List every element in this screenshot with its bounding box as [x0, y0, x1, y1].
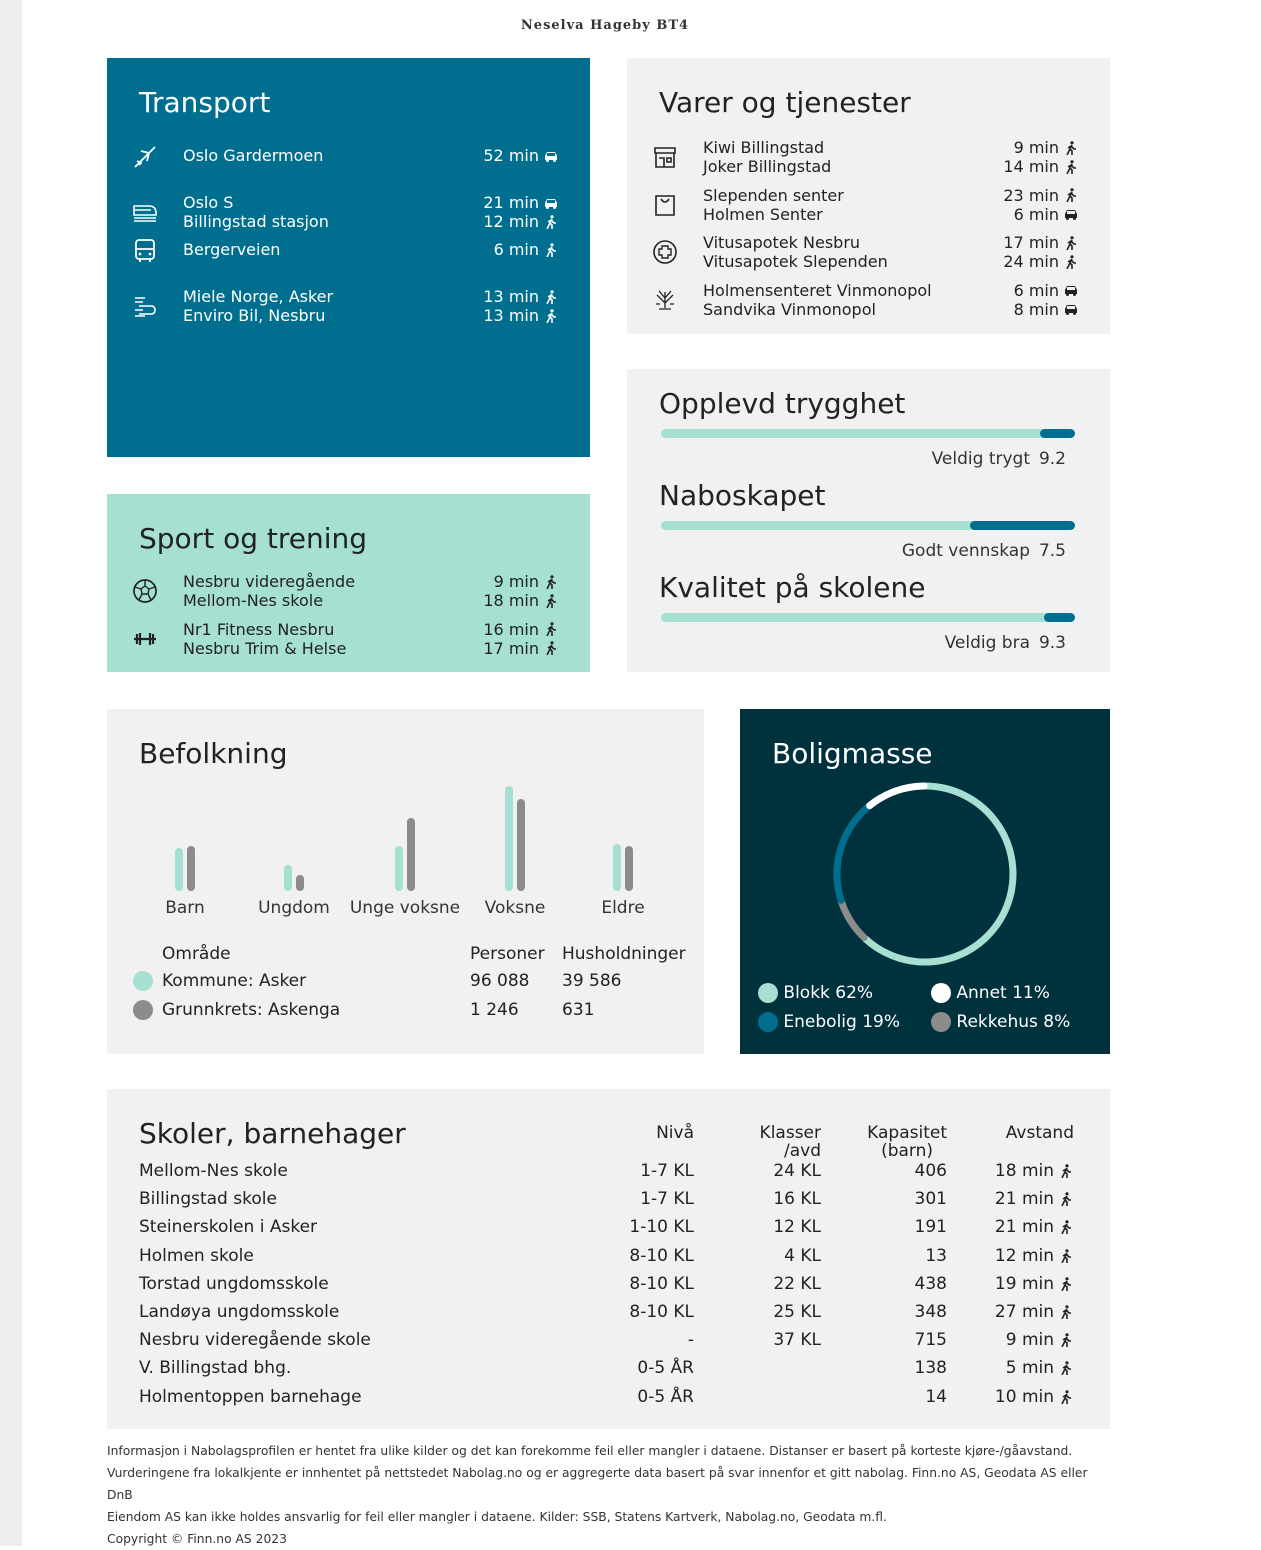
befolkning-title: Befolkning	[139, 737, 288, 770]
poi-row	[651, 186, 1079, 226]
category-label: Unge voksne	[349, 898, 461, 918]
time-value: 52 min	[483, 146, 539, 165]
poi-name: Nr1 Fitness Nesbru	[183, 619, 335, 639]
car-icon	[543, 149, 559, 163]
households-value: 39 586	[562, 971, 622, 991]
car-icon	[543, 196, 559, 210]
school-capacity: 138	[914, 1358, 947, 1379]
legend-dot-mint	[133, 971, 153, 991]
persons-value: 1 246	[470, 1000, 519, 1020]
walking-icon	[543, 290, 559, 304]
travel-time	[1014, 300, 1079, 319]
walking-icon	[1063, 188, 1079, 202]
poi-name: Oslo S	[183, 193, 234, 212]
poi-name: Vitusapotek Nesbru	[703, 233, 861, 252]
rating-title: Kvalitet på skolene	[659, 571, 926, 604]
bus-icon	[131, 237, 159, 269]
footer-line: Vurderingene fra lokalkjente er innhentet på nettstedet Nabolag.no og er aggregerte data basert på svar innenfor et gitt nabolag. Finn.no AS, Geodata AS eller DnB	[107, 1466, 1088, 1502]
rating-bar-track	[661, 613, 1075, 622]
legend-item	[758, 983, 873, 1003]
header-niva: Nivå	[656, 1123, 694, 1143]
walking-icon	[543, 309, 559, 323]
time-value: 9 min	[1013, 138, 1059, 157]
school-name: Billingstad skole	[139, 1189, 277, 1210]
poi-names	[183, 193, 329, 231]
school-level: 8-10 KL	[629, 1245, 694, 1266]
poi-names	[183, 620, 346, 658]
distance-value: 19 min	[994, 1273, 1054, 1294]
schools-card	[107, 1089, 1110, 1429]
rating-label: Veldig trygt	[931, 449, 1030, 469]
households-value: 631	[562, 1000, 595, 1020]
header-avstand: Avstand	[1005, 1123, 1074, 1143]
legend-dot-blokk	[758, 983, 778, 1003]
time-value: 21 min	[483, 193, 539, 212]
school-name: Landøya ungdomsskole	[139, 1302, 340, 1322]
time-value: 18 min	[483, 591, 539, 610]
legend-dot-enebolig	[758, 1012, 778, 1032]
poi-times	[1003, 186, 1079, 224]
school-capacity: 438	[914, 1273, 947, 1294]
school-capacity: 715	[914, 1330, 947, 1351]
school-capacity: 406	[914, 1161, 947, 1181]
school-row	[107, 1217, 1110, 1243]
time-value: 12 min	[483, 212, 539, 231]
transport-title: Transport	[139, 86, 271, 119]
poi-row	[131, 240, 559, 280]
travel-time	[1003, 157, 1079, 176]
legend-label: Rekkehus 8%	[956, 1012, 1071, 1032]
varer-title: Varer og tjenester	[659, 86, 911, 119]
ratings-card	[627, 369, 1110, 672]
school-row	[107, 1387, 1110, 1413]
poi-times	[483, 572, 559, 610]
header-kapasitet: Kapasitet (barn)	[867, 1123, 947, 1161]
time-value: 9 min	[493, 572, 539, 591]
school-name: Steinerskolen i Asker	[139, 1217, 318, 1238]
population-bar	[613, 844, 621, 891]
walking-icon	[1058, 1277, 1074, 1291]
time-value: 13 min	[483, 306, 539, 325]
poi-row	[651, 233, 1079, 273]
school-name: Mellom-Nes skole	[139, 1161, 288, 1181]
sport-card	[107, 494, 590, 672]
population-bar	[407, 818, 415, 891]
car-icon	[1063, 207, 1079, 221]
poi-row	[131, 193, 559, 233]
document-title: Neselva Hageby BT4	[520, 18, 690, 33]
time-value: 14 min	[1003, 157, 1059, 176]
legend-dot-rekkehus	[931, 1012, 951, 1032]
col-households-header: Husholdninger	[562, 944, 686, 964]
school-capacity: 191	[914, 1217, 947, 1238]
time-value: 13 min	[483, 287, 539, 306]
area-name: Kommune: Asker	[162, 971, 307, 991]
poi-times	[483, 146, 559, 165]
rating-label: Veldig bra	[944, 633, 1030, 653]
col-persons-header: Personer	[470, 944, 545, 964]
school-capacity: 348	[914, 1302, 947, 1322]
travel-time	[483, 287, 559, 306]
poi-names	[703, 138, 831, 176]
distance-value: 18 min	[994, 1161, 1054, 1181]
walking-icon	[543, 215, 559, 229]
walking-icon	[543, 594, 559, 608]
population-bar	[395, 846, 403, 891]
school-level: 0-5 ÅR	[637, 1358, 694, 1379]
travel-time	[1003, 205, 1079, 224]
time-value: 6 min	[1013, 280, 1059, 300]
population-row	[133, 971, 693, 995]
rating-block	[627, 387, 1110, 477]
school-capacity: 14	[925, 1386, 947, 1407]
persons-value: 96 088	[470, 971, 530, 991]
donut-slice-enebolig	[837, 807, 868, 901]
walking-icon	[1063, 160, 1079, 174]
school-level: 8-10 KL	[629, 1302, 694, 1322]
distance-value: 10 min	[994, 1386, 1054, 1407]
rating-bar-track	[661, 429, 1075, 438]
poi-names	[183, 240, 280, 259]
poi-names	[183, 572, 355, 610]
rating-title: Naboskapet	[659, 479, 826, 512]
school-level: 1-7 KL	[640, 1189, 694, 1210]
school-distance	[995, 1302, 1074, 1322]
school-level: 8-10 KL	[629, 1273, 694, 1294]
population-bar	[517, 799, 525, 891]
befolkning-card	[107, 709, 704, 1054]
legend-label: Blokk 62%	[783, 983, 874, 1003]
school-capacity: 13	[925, 1245, 947, 1266]
poi-name: Vitusapotek Slependen	[703, 252, 888, 271]
walking-icon	[1058, 1390, 1074, 1404]
footer-disclaimer	[107, 1440, 1117, 1550]
walking-icon	[1058, 1333, 1074, 1347]
poi-times	[483, 193, 559, 231]
walking-icon	[543, 575, 559, 589]
school-distance	[995, 1161, 1074, 1181]
school-distance	[995, 1246, 1074, 1266]
travel-time	[483, 639, 559, 658]
schools-title: Skoler, barnehager	[139, 1117, 406, 1150]
donut-slice-blokk	[865, 786, 1013, 962]
car-icon	[1063, 283, 1079, 297]
legend-label: Enebolig 19%	[783, 1012, 900, 1032]
school-row	[107, 1189, 1110, 1215]
donut-slice-rekkehus	[842, 902, 864, 937]
rating-score: 9.2	[1038, 449, 1066, 469]
ev-charger-icon	[131, 292, 159, 324]
travel-time	[483, 212, 559, 231]
population-row	[133, 1000, 693, 1024]
category-label: Barn	[165, 898, 205, 918]
poi-name: Mellom-Nes skole	[183, 591, 324, 610]
poi-times	[1003, 138, 1079, 176]
school-row	[107, 1274, 1110, 1300]
legend-dot-grey	[133, 1000, 153, 1020]
poi-name: Billingstad stasjon	[183, 212, 329, 231]
travel-time	[483, 146, 559, 165]
poi-times	[483, 287, 559, 325]
school-distance	[995, 1217, 1074, 1237]
school-classes: 25 KL	[773, 1302, 821, 1322]
poi-name: Oslo Gardermoen	[183, 146, 324, 165]
school-distance	[995, 1274, 1074, 1294]
school-distance	[995, 1189, 1074, 1209]
walking-icon	[1058, 1249, 1074, 1263]
poi-name: Enviro Bil, Nesbru	[183, 306, 326, 325]
legend-label: Annet 11%	[956, 983, 1050, 1003]
category-label: Voksne	[484, 898, 546, 918]
pharmacy-icon	[651, 238, 679, 270]
poi-row	[131, 620, 559, 660]
travel-time	[494, 240, 559, 259]
boligmasse-title: Boligmasse	[772, 737, 933, 770]
rating-score: 9.3	[1038, 633, 1066, 653]
population-bar	[187, 846, 195, 891]
poi-names	[703, 281, 932, 319]
distance-value: 21 min	[994, 1217, 1054, 1238]
legend-item	[931, 1012, 1070, 1032]
distance-value: 12 min	[994, 1245, 1054, 1266]
category-label: Ungdom	[258, 898, 330, 918]
dumbbell-icon	[131, 625, 159, 657]
walking-icon	[1063, 236, 1079, 250]
walking-icon	[1058, 1220, 1074, 1234]
rating-title: Opplevd trygghet	[659, 387, 906, 420]
poi-name: Nesbru videregående	[183, 572, 356, 591]
sport-title: Sport og trening	[139, 522, 368, 555]
travel-time	[483, 193, 559, 212]
rating-score: 7.5	[1038, 541, 1066, 561]
school-distance	[995, 1387, 1074, 1407]
walking-icon	[1058, 1361, 1074, 1375]
time-value: 24 min	[1003, 252, 1059, 271]
population-bar	[625, 846, 633, 891]
school-classes: 37 KL	[773, 1330, 821, 1351]
walking-icon	[1063, 141, 1079, 155]
poi-name: Miele Norge, Asker	[183, 287, 334, 306]
footer-line: Eiendom AS kan ikke holdes ansvarlig for feil eller mangler i dataene. Kilder: SSB, Statens Kartverk, Nabolag.no, Geodata m.fl.	[107, 1510, 887, 1524]
col-area-header: Område	[162, 944, 231, 964]
time-value: 16 min	[483, 619, 539, 639]
poi-row	[651, 281, 1079, 321]
walking-icon	[543, 243, 559, 257]
varer-card	[627, 58, 1110, 334]
walking-icon	[543, 622, 559, 636]
school-classes: 16 KL	[773, 1189, 821, 1210]
store-icon	[651, 143, 679, 175]
boligmasse-card	[740, 709, 1110, 1054]
poi-name: Slependen senter	[703, 185, 844, 205]
poi-names	[183, 287, 333, 325]
legend-dot-annet	[931, 983, 951, 1003]
population-bar	[296, 875, 304, 891]
rating-label: Godt vennskap	[901, 541, 1030, 561]
school-level: -	[687, 1330, 694, 1351]
school-row	[107, 1161, 1110, 1187]
footer-line: Informasjon i Nabolagsprofilen er hentet fra ulike kilder og det kan forekomme feil eller mangler i dataene. Distanser er basert på korteste kjøre-/gåavstand.	[107, 1444, 1073, 1458]
poi-name: Holmen Senter	[703, 204, 823, 224]
school-capacity: 301	[914, 1189, 947, 1210]
donut-slice-annet	[870, 786, 924, 806]
poi-name: Bergerveien	[183, 240, 281, 259]
school-name: Torstad ungdomsskole	[139, 1273, 329, 1294]
school-level: 0-5 ÅR	[637, 1386, 694, 1407]
rating-block	[627, 479, 1110, 569]
travel-time	[483, 591, 559, 610]
poi-name: Kiwi Billingstad	[703, 138, 825, 157]
school-classes: 12 KL	[773, 1217, 821, 1238]
distance-value: 9 min	[1005, 1330, 1054, 1351]
header-klasser: Klasser /avd	[759, 1123, 821, 1161]
poi-row	[131, 572, 559, 612]
time-value: 6 min	[493, 240, 539, 259]
travel-time	[1003, 186, 1079, 205]
travel-time	[483, 306, 559, 325]
category-label: Eldre	[601, 898, 645, 918]
poi-times	[494, 240, 559, 259]
school-row	[107, 1330, 1110, 1356]
legend-item	[931, 983, 1050, 1003]
time-value: 23 min	[1003, 185, 1059, 205]
travel-time	[1003, 252, 1079, 271]
travel-time	[483, 572, 559, 591]
poi-name: Nesbru Trim & Helse	[183, 638, 347, 658]
poi-times	[1003, 233, 1079, 271]
school-name: V. Billingstad bhg.	[139, 1358, 292, 1379]
rating-bar-fill	[1040, 429, 1075, 438]
walking-icon	[1058, 1305, 1074, 1319]
school-row	[107, 1358, 1110, 1384]
poi-names	[703, 233, 888, 271]
poi-names	[703, 186, 844, 224]
travel-time	[483, 620, 559, 639]
poi-name: Sandvika Vinmonopol	[703, 299, 876, 319]
walking-icon	[1063, 255, 1079, 269]
school-name: Nesbru videregående skole	[139, 1330, 371, 1351]
population-bar	[505, 786, 513, 891]
school-classes: 22 KL	[773, 1273, 821, 1294]
page-sidebar	[0, 0, 22, 1546]
rating-block	[627, 571, 1110, 661]
walking-icon	[543, 641, 559, 655]
time-value: 17 min	[1003, 233, 1059, 252]
poi-row	[131, 146, 559, 186]
school-name: Holmentoppen barnehage	[139, 1386, 362, 1407]
football-icon	[131, 577, 159, 609]
population-bar	[284, 865, 292, 891]
school-name: Holmen skole	[139, 1245, 254, 1266]
rating-bar-fill	[1044, 613, 1075, 622]
poi-name: Joker Billingstad	[703, 157, 832, 176]
travel-time	[1003, 138, 1079, 157]
population-bar	[175, 848, 183, 891]
time-value: 8 min	[1013, 299, 1059, 319]
school-row	[107, 1246, 1110, 1272]
school-classes: 24 KL	[773, 1161, 821, 1181]
poi-names	[183, 146, 323, 165]
area-name: Grunnkrets: Askenga	[162, 1000, 341, 1020]
travel-time	[1014, 281, 1079, 300]
poi-times	[483, 620, 559, 658]
train-icon	[131, 198, 159, 230]
school-distance	[1006, 1330, 1074, 1350]
school-level: 1-7 KL	[640, 1161, 694, 1181]
time-value: 6 min	[1013, 204, 1059, 224]
legend-item	[758, 1012, 900, 1032]
rating-bar-fill	[970, 521, 1076, 530]
poi-times	[1014, 281, 1079, 319]
wine-icon	[651, 286, 679, 318]
school-distance	[1006, 1358, 1074, 1378]
transport-card	[107, 58, 590, 457]
housing-donut-chart	[740, 779, 1110, 979]
time-value: 17 min	[483, 638, 539, 658]
travel-time	[1003, 233, 1079, 252]
poi-row	[131, 287, 559, 327]
walking-icon	[1058, 1192, 1074, 1206]
shopping-bag-icon	[651, 191, 679, 223]
footer-line: Copyright © Finn.no AS 2023	[107, 1532, 287, 1546]
school-row	[107, 1302, 1110, 1328]
school-level: 1-10 KL	[629, 1217, 694, 1238]
poi-name: Holmensenteret Vinmonopol	[703, 280, 932, 300]
distance-value: 5 min	[1005, 1358, 1054, 1379]
car-icon	[1063, 302, 1079, 316]
walking-icon	[1058, 1164, 1074, 1178]
poi-row	[651, 138, 1079, 178]
distance-value: 27 min	[994, 1302, 1054, 1322]
airplane-icon	[131, 143, 159, 175]
school-classes: 4 KL	[784, 1245, 821, 1266]
distance-value: 21 min	[994, 1189, 1054, 1210]
